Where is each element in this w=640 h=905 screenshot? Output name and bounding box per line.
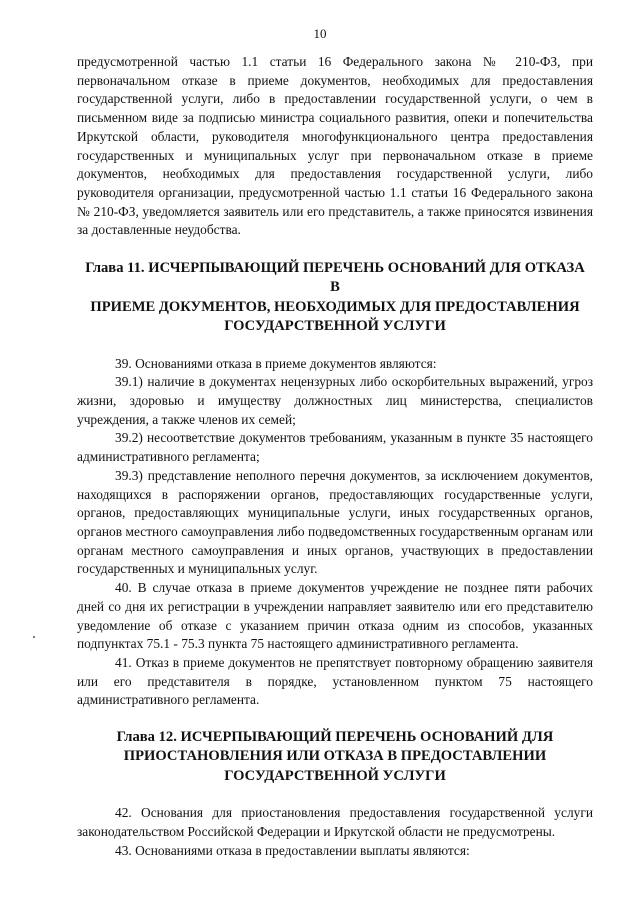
paragraph-39: 39. Основаниями отказа в приеме документов являются: — [115, 355, 437, 371]
chapter-12-heading-line: Глава 12. ИСЧЕРПЫВАЮЩИЙ ПЕРЕЧЕНЬ ОСНОВАНИЙ ДЛЯ — [116, 729, 554, 746]
page-number: 10 — [313, 26, 327, 41]
chapter-12-heading-line: ГОСУДАРСТВЕННОЙ УСЛУГИ — [224, 767, 446, 784]
paragraph-39-3: 39.3) представление неполного перечня документов, за исключением документов, находящихся в распоряжении органов, предоставляющих государственные услуги, органов, предоставляющих муниципальные услуги, иных государственных органов, органов местного самоуправления либо подведомственных государственным органам или органам местного самоуправления и иных органов, участвующих в предоставлении государственных и муниципальных услуг. — [77, 467, 593, 577]
margin-mark — [33, 636, 35, 638]
chapter-11-heading — [77, 259, 593, 337]
chapter-12-heading — [77, 728, 593, 786]
chapter-11-heading-line: ПРИЕМЕ ДОКУМЕНТОВ, НЕОБХОДИМЫХ ДЛЯ ПРЕДОСТАВЛЕНИЯ — [90, 298, 580, 315]
chapter-11-heading-line: Глава 11. ИСЧЕРПЫВАЮЩИЙ ПЕРЕЧЕНЬ ОСНОВАНИЙ ДЛЯ ОТКАЗА В — [85, 260, 585, 296]
document-body — [77, 53, 593, 860]
chapter-11-heading-line: ГОСУДАРСТВЕННОЙ УСЛУГИ — [224, 318, 446, 335]
paragraph-40: 40. В случае отказа в приеме документов учреждение не позднее пяти рабочих дней со дня их регистрации в учреждении направляет заявителю или его представителю уведомление об отказе с указанием причин отказа одним из способов, указанных подпунктах 75.1 - 75.3 пункта 75 настоящего административного регламента. — [77, 580, 593, 652]
intro-paragraph: предусмотренной частью 1.1 статьи 16 Федерального закона № 210-ФЗ, при первоначальном отказе в приеме документов, необходимых для предоставления государственной услуги, либо в предоставлении государственной услуги, о чем в письменном виде за подписью министра социального развития, опеки и попечительства Иркутской области, руководителя многофункционального центра предоставления государственных и муниципальных услуг при первоначальном отказе в приеме документов, необходимых для предоставления государственной услуги, либо руководителя организации, предусмотренной частью 1.1 статьи 16 Федерального закона № 210-ФЗ, уведомляется заявитель или его представитель, а также приносятся извинения за доставленные неудобства. — [77, 54, 593, 238]
chapter-12-heading-line: ПРИОСТАНОВЛЕНИЯ ИЛИ ОТКАЗА В ПРЕДОСТАВЛЕНИИ — [123, 748, 547, 765]
paragraph-39-1: 39.1) наличие в документах нецензурных либо оскорбительных выражений, угроз жизни, здоровью и имуществу должностных лиц министерства, специалистов учреждения, а также членов их семей; — [77, 374, 593, 427]
paragraph-42: 42. Основания для приостановления предоставления государственной услуги законодательством Российской Федерации и Иркутской области не предусмотрены. — [77, 805, 593, 839]
paragraph-43: 43. Основаниями отказа в предоставлении выплаты являются: — [115, 842, 470, 858]
paragraph-41: 41. Отказ в приеме документов не препятствует повторному обращению заявителя или его представителя в порядке, установленном пунктом 75 настоящего административного регламента. — [77, 654, 593, 708]
paragraph-39-2: 39.2) несоответствие документов требованиям, указанным в пункте 35 настоящего административного регламента; — [77, 430, 593, 465]
